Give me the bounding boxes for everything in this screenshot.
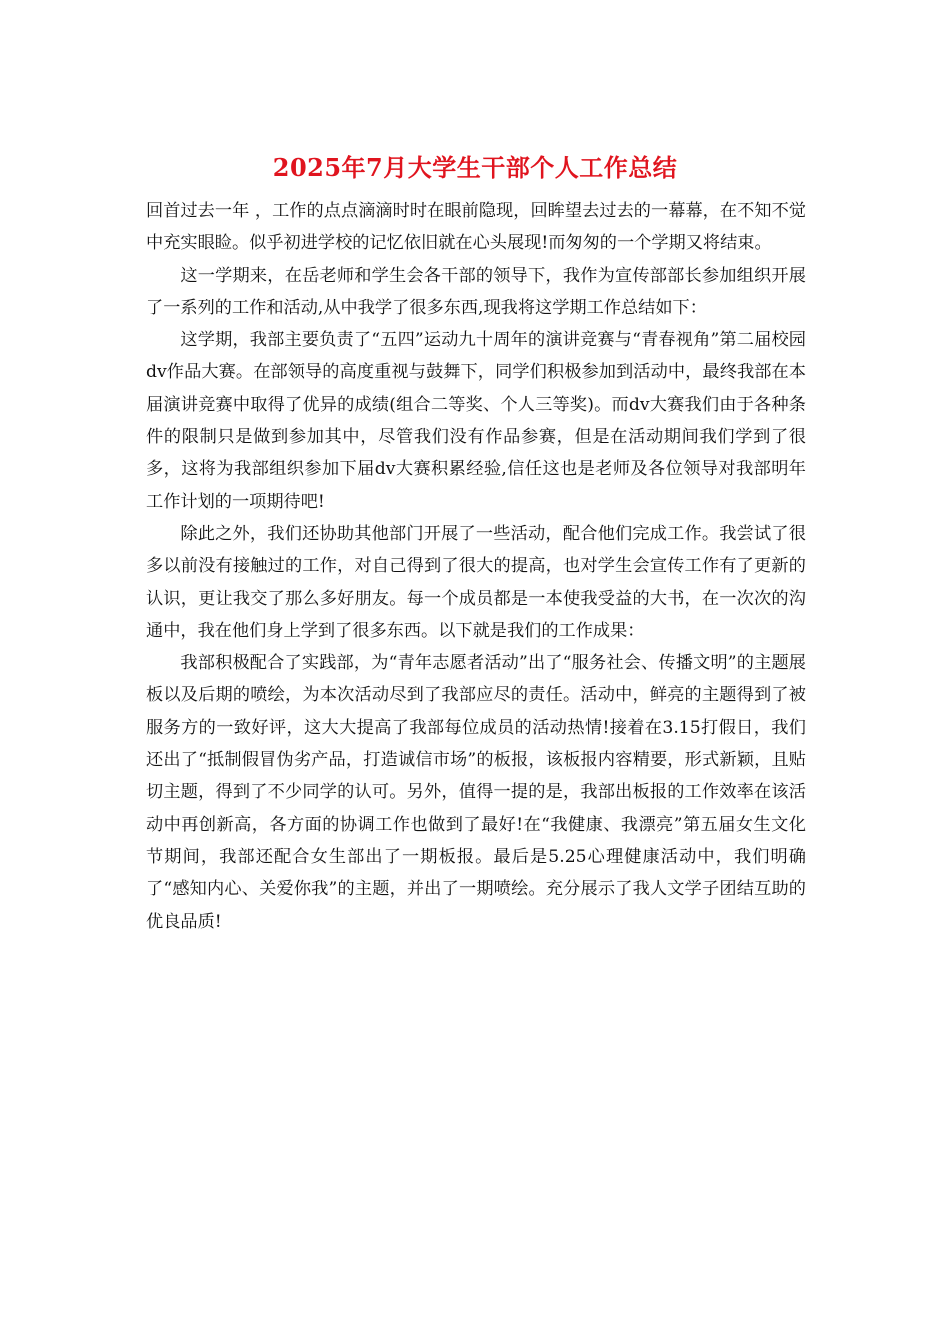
paragraph-cooperation: 除此之外，我们还协助其他部门开展了一些活动，配合他们完成工作。我尝试了很多以前没有接触过的工作，对自己得到了很大的提高，也对学生会宣传工作有了更新的认识，更让我交了那么多好朋友。每一个成员都是一本使我受益的大书，在一次次的沟通中，我在他们身上学到了很多东西。以下就是我们的工作成果：	[146, 523, 806, 641]
paragraph-overview: 这一学期来，在岳老师和学生会各干部的领导下，我作为宣传部部长参加组织开展了一系列的工作和活动,从中我学了很多东西,现我将这学期工作总结如下：	[146, 265, 806, 318]
paragraph-main-work: 这学期，我部主要负责了“五四”运动九十周年的演讲竞赛与“青春视角”第二届校园dv作品大赛。在部领导的高度重视与鼓舞下，同学们积极参加到活动中，最终我部在本届演讲竞赛中取得了优异的成绩(组合二等奖、个人三等奖)。而dv大赛我们由于各种条件的限制只是做到参加其中，尽管我们没有作品参赛，但是在活动期间我们学到了很多，这将为我部组织参加下届dv大赛积累经验,信任这也是老师及各位领导对我部明年工作计划的一项期待吧!	[146, 330, 806, 512]
paragraph-results: 我部积极配合了实践部，为“青年志愿者活动”出了“服务社会、传播文明”的主题展板以及后期的喷绘，为本次活动尽到了我部应尽的责任。活动中，鲜亮的主题得到了被服务方的一致好评，这大大提高了我部每位成员的活动热情!接着在3.15打假日，我们还出了“抵制假冒伪劣产品，打造诚信市场”的板报，该板报内容精要，形式新颖，且贴切主题，得到了不少同学的认可。另外，值得一提的是，我部出板报的工作效率在该活动中再创新高，各方面的协调工作也做到了最好!在“我健康、我漂亮”第五届女生文化节期间，我部还配合女生部出了一期板报。最后是5.25心理健康活动中，我们明确了“感知内心、关爱你我”的主题，并出了一期喷绘。充分展示了我人文学子团结互助的优良品质!	[146, 653, 806, 932]
document-body	[146, 195, 806, 938]
paragraph-intro: 回首过去一年 ，工作的点点滴滴时时在眼前隐现，回眸望去过去的一幕幕，在不知不觉中充实眼睑。似乎初进学校的记忆依旧就在心头展现!而匆匆的一个学期又将结束。	[146, 201, 806, 254]
document-title: 2025年7月大学生干部个人工作总结	[272, 153, 678, 182]
